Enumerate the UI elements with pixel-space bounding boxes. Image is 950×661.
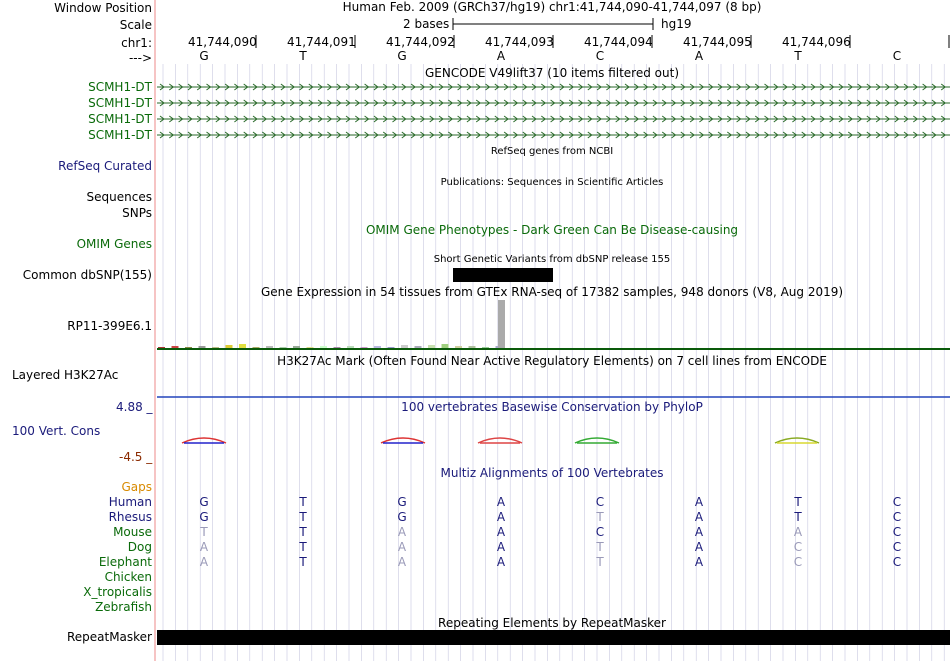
alignment-base: A: [793, 525, 803, 539]
multiz-track-title: Multiz Alignments of 100 Vertebrates: [440, 466, 664, 480]
alignment-base: A: [694, 555, 704, 569]
alignment-base: C: [892, 540, 902, 554]
dbsnp-track-title: Short Genetic Variants from dbSNP release 155: [433, 254, 671, 265]
alignment-base: A: [694, 525, 704, 539]
repeatmasker-track-title: Repeating Elements by RepeatMasker: [438, 616, 666, 630]
snps-track-label[interactable]: SNPs: [122, 206, 152, 220]
conservation-track-title: 100 vertebrates Basewise Conservation by PhyloP: [401, 400, 703, 414]
alignment-base: A: [496, 495, 506, 509]
scale-label: Scale: [119, 18, 152, 32]
alignment-base: T: [794, 510, 802, 524]
gtex-track-title: Gene Expression in 54 tissues from GTEx RNA-seq of 17382 samples, 948 donors (V8, Aug 2019): [260, 285, 844, 299]
alignment-base: C: [595, 525, 605, 539]
alignment-base: A: [397, 555, 407, 569]
sequences-track-title: Publications: Sequences in Scientific Articles: [440, 177, 664, 188]
alignment-base: T: [200, 525, 208, 539]
refseq-track-label[interactable]: RefSeq Curated: [58, 159, 152, 173]
alignment-base: A: [397, 525, 407, 539]
conservation-min-label: -4.5 _: [119, 450, 153, 464]
alignment-base: G: [199, 510, 209, 524]
alignment-base: C: [595, 495, 605, 509]
alignment-base: A: [496, 510, 506, 524]
alignment-base: C: [892, 525, 902, 539]
ruler-position-label: 41,744,096: [782, 35, 851, 49]
reference-base: A: [694, 49, 704, 63]
alignment-base: A: [496, 525, 506, 539]
alignment-base: A: [694, 495, 704, 509]
scale-left-text: 2 bases: [403, 17, 450, 31]
gencode-track-title[interactable]: GENCODE V49lift37 (10 items filtered out): [424, 66, 680, 80]
alignment-base: A: [496, 555, 506, 569]
h3k27ac-track-label[interactable]: Layered H3K27Ac: [12, 368, 119, 382]
reference-base: A: [496, 49, 506, 63]
alignment-base: A: [496, 540, 506, 554]
species-label[interactable]: Human: [108, 495, 152, 509]
species-label[interactable]: Dog: [127, 540, 152, 554]
window-position-value[interactable]: Human Feb. 2009 (GRCh37/hg19) chr1:41,744,090-41,744,097 (8 bp): [342, 0, 762, 14]
dbsnp-track-label[interactable]: Common dbSNP(155): [22, 268, 152, 282]
gencode-item-label[interactable]: SCMH1-DT: [88, 96, 152, 110]
ruler-position-label: 41,744,092: [386, 35, 455, 49]
alignment-base: T: [299, 525, 307, 539]
alignment-base: G: [397, 495, 407, 509]
alignment-base: T: [596, 555, 604, 569]
alignment-base: G: [397, 510, 407, 524]
dbsnp-variant-block[interactable]: [453, 268, 553, 282]
ruler-position-label: 41,744,093: [485, 35, 554, 49]
repeatmasker-track-label[interactable]: RepeatMasker: [66, 630, 152, 644]
ruler-position-label: 41,744,095: [683, 35, 752, 49]
ruler-position-label: 41,744,094: [584, 35, 653, 49]
alignment-base: A: [199, 555, 209, 569]
repeatmasker-block[interactable]: [157, 630, 950, 645]
alignment-base: T: [794, 495, 802, 509]
reference-base: G: [199, 49, 209, 63]
alignment-base: A: [694, 540, 704, 554]
gaps-label[interactable]: Gaps: [121, 480, 152, 494]
ruler-position-label: 41,744,090: [188, 35, 257, 49]
alignment-base: T: [299, 510, 307, 524]
alignment-base: T: [299, 540, 307, 554]
strand-label: --->: [128, 51, 152, 65]
refseq-track-title: RefSeq genes from NCBI: [490, 146, 614, 157]
reference-base: T: [299, 49, 307, 63]
species-label[interactable]: X_tropicalis: [83, 585, 152, 599]
alignment-base: C: [793, 555, 803, 569]
alignment-base: C: [892, 555, 902, 569]
omim-track-title: OMIM Gene Phenotypes - Dark Green Can Be Disease-causing: [365, 223, 739, 237]
gencode-item-label[interactable]: SCMH1-DT: [88, 128, 152, 142]
gencode-item-label[interactable]: SCMH1-DT: [88, 112, 152, 126]
reference-base: G: [397, 49, 407, 63]
conservation-max-label: 4.88 _: [116, 400, 153, 414]
alignment-base: T: [596, 510, 604, 524]
alignment-base: T: [299, 495, 307, 509]
species-label[interactable]: Chicken: [104, 570, 152, 584]
gencode-item-label[interactable]: SCMH1-DT: [88, 80, 152, 94]
gtex-tissue-bar-max: [498, 300, 505, 349]
reference-base: T: [794, 49, 802, 63]
species-label[interactable]: Elephant: [98, 555, 152, 569]
reference-base: C: [892, 49, 902, 63]
ruler-position-label: 41,744,091: [287, 35, 356, 49]
alignment-base: A: [397, 540, 407, 554]
alignment-base: C: [892, 495, 902, 509]
alignment-base: T: [299, 555, 307, 569]
chr-label: chr1:: [121, 36, 152, 50]
alignment-base: T: [596, 540, 604, 554]
alignment-base: C: [892, 510, 902, 524]
sequences-track-label[interactable]: Sequences: [86, 190, 152, 204]
h3k27ac-track-title: H3K27Ac Mark (Often Found Near Active Regulatory Elements) on 7 cell lines from ENCODE: [277, 354, 827, 368]
gtex-track-label[interactable]: RP11-399E6.1: [67, 319, 152, 333]
omim-track-label[interactable]: OMIM Genes: [76, 237, 152, 251]
alignment-base: G: [199, 495, 209, 509]
scale-right-text: hg19: [661, 17, 692, 31]
reference-base: C: [595, 49, 605, 63]
alignment-base: A: [199, 540, 209, 554]
species-label[interactable]: Zebrafish: [95, 600, 152, 614]
conservation-track-label[interactable]: 100 Vert. Cons: [12, 424, 101, 438]
species-label[interactable]: Rhesus: [108, 510, 152, 524]
window-position-label: Window Position: [54, 1, 152, 15]
alignment-base: A: [694, 510, 704, 524]
alignment-base: C: [793, 540, 803, 554]
species-label[interactable]: Mouse: [113, 525, 152, 539]
